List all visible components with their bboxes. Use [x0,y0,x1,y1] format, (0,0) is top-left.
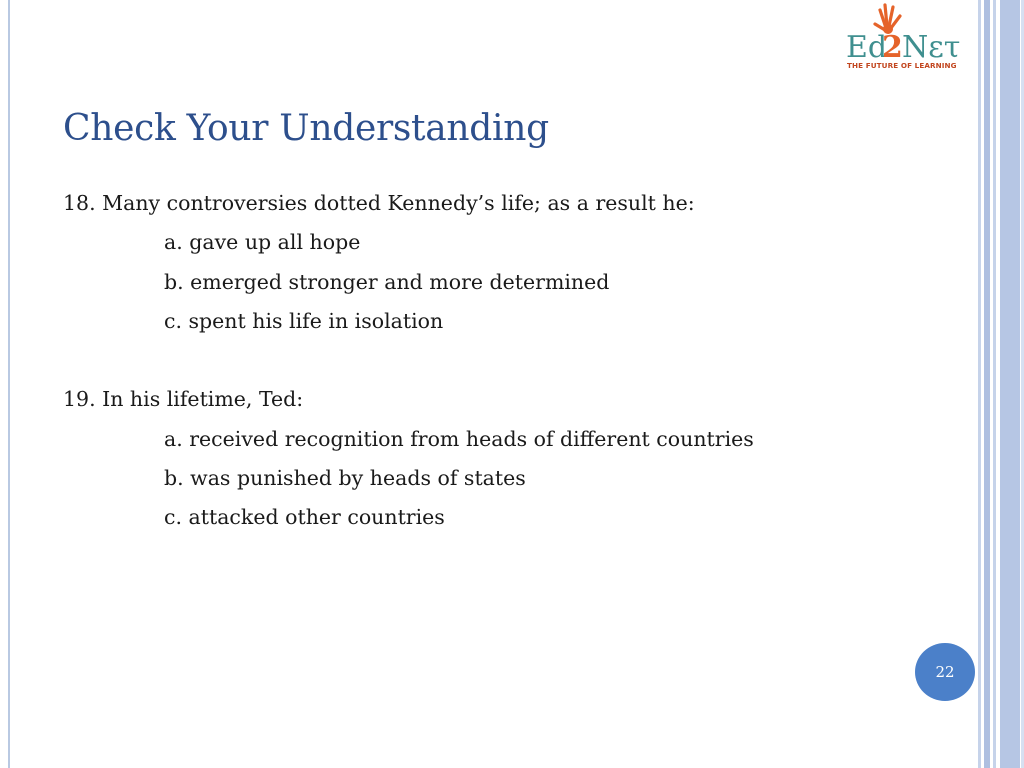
page-number-badge: 22 [915,643,975,701]
right-border-stripe [993,0,996,768]
slide-title: Check Your Understanding [63,108,549,149]
right-border-stripe [1000,0,1020,768]
question-19-option-a: a. received recognition from heads of different countries [164,426,754,451]
question-18-option-a: a. gave up all hope [164,230,361,255]
question-spacer [63,341,943,380]
question-19-option-c: c. attacked other countries [164,505,445,530]
right-border-stripe [984,0,990,768]
ed2net-logo-mark [842,2,977,62]
left-border-line [8,0,10,768]
question-list [63,184,943,538]
logo-tagline: THE FUTURE OF LEARNING [847,61,957,70]
svg-text:Nετ: Nετ [902,30,961,62]
right-border-stripe [978,0,981,768]
question-19-option-b: b. was punished by heads of states [164,466,526,491]
question-18-option-b: b. emerged stronger and more determined [164,269,610,294]
question-18-option-c: c. spent his life in isolation [164,308,444,333]
question-18-text: 18. Many controversies dotted Kennedy’s life; as a result he: [63,191,695,215]
svg-text:Ed: Ed [846,30,888,62]
svg-text:2: 2 [882,30,903,62]
ed2net-logo [842,2,977,74]
question-19-text: 19. In his lifetime, Ted: [63,387,304,412]
